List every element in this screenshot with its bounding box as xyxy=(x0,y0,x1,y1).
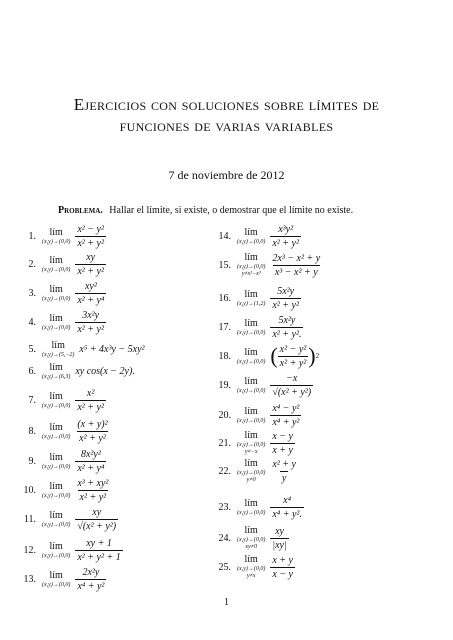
limit-fraction xyxy=(75,310,106,335)
limit-operator xyxy=(42,285,70,302)
limit-subscript: (x,y)→(0,0) xyxy=(237,358,266,365)
fraction-numerator: xy xyxy=(275,525,284,537)
exercise-item xyxy=(20,418,110,444)
fraction-denominator: x² + y² xyxy=(79,491,107,503)
fraction-numerator: 5x²y xyxy=(277,285,295,297)
limit-fraction xyxy=(270,431,295,456)
fraction-denominator: x² + y² xyxy=(272,237,299,249)
limit-subscript: (x,y)→(0,0) xyxy=(237,417,266,424)
exercise-number: 24. xyxy=(218,532,231,544)
exercise-item xyxy=(20,566,106,592)
limit-fraction xyxy=(75,224,106,249)
limit-fraction xyxy=(270,253,322,278)
document-date: 7 de noviembre de 2012 xyxy=(168,168,285,182)
limit-expression: xy cos(x − 2y). xyxy=(75,365,135,377)
fraction-numerator: 5x²y xyxy=(278,314,296,326)
exercise-number: 14. xyxy=(218,230,231,242)
limit-operator xyxy=(42,228,70,245)
limit-subscript: (x,y)→(0,0) xyxy=(237,387,266,394)
limit-symbol: lím xyxy=(244,252,258,263)
limit-operator xyxy=(42,392,70,409)
exercise-number: 12. xyxy=(23,544,36,556)
limit-fraction xyxy=(270,315,303,340)
limit-symbol: lím xyxy=(49,312,63,324)
limit-symbol: lím xyxy=(244,405,258,417)
fraction-numerator: xy xyxy=(92,506,102,518)
limit-operator xyxy=(237,431,265,455)
limit-operator xyxy=(42,542,70,559)
exercise-number: 6. xyxy=(28,365,36,377)
fraction-denominator: x² + y² xyxy=(272,299,299,311)
limit-expression: x⁵ + 4x³y − 5xy² xyxy=(79,343,145,355)
limit-subscript: (x,y)→(0,0) xyxy=(42,552,71,559)
fraction-numerator: x⁴ − y² xyxy=(272,402,300,414)
limit-subscript: (x,y)→(0,0) xyxy=(237,238,266,245)
limit-operator xyxy=(42,314,70,331)
exercise-item xyxy=(20,223,106,249)
limit-fraction xyxy=(270,526,288,551)
exercise-number: 1. xyxy=(28,230,36,242)
fraction-numerator: x² − y² xyxy=(279,343,307,355)
limit-fraction xyxy=(75,252,106,277)
limit-symbol: lím xyxy=(244,525,258,536)
limit-operator xyxy=(42,423,70,440)
exercise-item xyxy=(215,554,295,580)
exercise-item xyxy=(20,477,110,503)
limit-fraction xyxy=(278,344,309,369)
limit-fraction xyxy=(75,449,106,474)
limit-subscript: (x,y)→(0,0) xyxy=(237,329,266,336)
fraction-numerator: 3x²y xyxy=(82,309,100,321)
fraction-numerator: x² − y² xyxy=(77,223,104,235)
exercise-number: 8. xyxy=(28,425,36,437)
fraction-numerator: (x + y)² xyxy=(77,418,108,430)
limit-symbol: lím xyxy=(49,361,63,373)
fraction-numerator: 2x³ − x² + y xyxy=(272,252,321,264)
problem-text: Hallar el límite, si existe, o demostrar que el límite no existe. xyxy=(109,205,354,216)
exercise-number: 7. xyxy=(28,394,36,406)
limit-symbol: lím xyxy=(49,390,63,402)
fraction-denominator: x⁴ + y² xyxy=(77,580,105,592)
exercise-number: 3. xyxy=(28,287,36,299)
fraction-denominator: x² + y² xyxy=(79,432,106,444)
limit-fraction xyxy=(270,459,298,484)
exercise-item xyxy=(20,309,106,335)
limit-symbol: lím xyxy=(244,288,258,300)
exercise-number: 23. xyxy=(218,501,231,513)
exercise-number: 2. xyxy=(28,258,36,270)
limit-subscript: (x,y)→(0,0) xyxy=(42,581,71,588)
fraction-numerator: x − y xyxy=(272,430,293,442)
fraction-denominator: x² + y² xyxy=(77,323,104,335)
limit-operator xyxy=(42,571,70,588)
limit-subscript: (x,y)→(0,0) xyxy=(42,463,71,470)
limit-operator xyxy=(42,511,70,528)
limit-subscript: (x,y)→(1,2) xyxy=(237,300,266,307)
fraction-denominator: x⁴ + y². xyxy=(272,508,302,520)
fraction-denominator: x³ − x² + y xyxy=(274,266,318,278)
fraction-numerator: x⁴ xyxy=(283,494,292,506)
limit-subscript: (x,y)→(0,0) xyxy=(237,264,266,270)
exercise-number: 18. xyxy=(218,350,231,362)
exercise-item xyxy=(215,285,301,311)
exercise-number: 21. xyxy=(218,437,231,449)
limit-fraction xyxy=(75,281,106,306)
fraction-denominator: x + y xyxy=(272,444,293,456)
problem-statement xyxy=(58,205,418,216)
limit-fraction xyxy=(270,495,304,520)
fraction-numerator: 8x²y² xyxy=(80,448,101,460)
fraction-denominator: √(x² + y²) xyxy=(77,520,117,532)
fraction-denominator: x² + y². xyxy=(272,328,302,340)
limit-symbol: lím xyxy=(51,339,65,351)
limit-subscript: (x,y)→(0,0) xyxy=(237,509,266,516)
exercise-item xyxy=(215,223,301,249)
exercise-number: 19. xyxy=(218,379,231,391)
limit-operator xyxy=(237,253,265,277)
limit-symbol: lím xyxy=(244,375,258,387)
limit-symbol: lím xyxy=(49,480,63,492)
limit-symbol: lím xyxy=(49,569,63,581)
fraction-numerator: x² xyxy=(86,387,95,399)
limit-subscript: (x,y)→(0,0) xyxy=(42,402,71,409)
fraction-numerator: xy² xyxy=(84,280,97,292)
limit-fraction xyxy=(270,224,301,249)
fraction-numerator: x³y² xyxy=(278,223,294,235)
limit-condition: y≠x²−x³ xyxy=(241,271,261,277)
exercise-number: 10. xyxy=(23,484,36,496)
limit-operator xyxy=(237,526,265,550)
limit-symbol: lím xyxy=(244,458,258,469)
exercise-item xyxy=(215,252,322,278)
limit-operator xyxy=(237,319,265,336)
fraction-numerator: xy + 1 xyxy=(86,537,112,549)
exercise-item xyxy=(20,448,106,474)
fraction-denominator: x² + y² xyxy=(77,401,104,413)
limit-symbol: lím xyxy=(244,226,258,238)
fraction-numerator: 2x²y xyxy=(82,566,100,578)
limit-subscript: (x,y)→(0,0) xyxy=(237,566,266,572)
exercise-item xyxy=(20,358,135,384)
limit-fraction xyxy=(270,555,295,580)
exercise-number: 11. xyxy=(23,513,36,525)
document-title-line1: Ejercicios con soluciones sobre límites de xyxy=(73,95,380,114)
limit-fraction xyxy=(75,419,109,444)
fraction-denominator: x² + y² + 1 xyxy=(77,551,121,563)
limit-operator xyxy=(42,363,70,380)
limit-symbol: lím xyxy=(49,421,63,433)
exercise-number: 13. xyxy=(23,573,36,585)
limit-symbol: lím xyxy=(244,497,258,509)
limit-symbol: lím xyxy=(49,451,63,463)
limit-condition: xy≠0 xyxy=(245,544,257,550)
limit-subscript: (x,y)→(0,0) xyxy=(42,266,71,273)
exercise-item xyxy=(215,494,304,520)
exercise-item xyxy=(20,251,106,277)
fraction-denominator: x² + y² xyxy=(77,237,104,249)
exercise-number: 20. xyxy=(218,409,231,421)
limit-fraction xyxy=(75,538,122,563)
limit-subscript: (x,y)→(0,0) xyxy=(237,537,266,543)
fraction-denominator: x − y xyxy=(272,568,293,580)
limit-subscript: (x,y)→(0,0) xyxy=(42,521,71,528)
limit-operator xyxy=(237,499,265,516)
exercise-number: 16. xyxy=(218,292,231,304)
exercise-item xyxy=(20,280,106,306)
limit-operator xyxy=(237,555,265,579)
fraction-denominator: y xyxy=(281,472,287,484)
exercise-number: 25. xyxy=(218,561,231,573)
exercise-number: 5. xyxy=(28,343,36,355)
fraction-numerator: x² + y xyxy=(272,458,296,470)
limit-symbol: lím xyxy=(244,346,258,358)
exercise-item xyxy=(215,314,303,340)
limit-operator xyxy=(237,290,265,307)
right-paren: ) xyxy=(308,343,316,368)
exercise-item xyxy=(20,537,123,563)
limit-subscript: (x,y)→(0,0) xyxy=(42,238,71,245)
limit-fraction xyxy=(75,478,110,503)
limit-condition: y≠−x xyxy=(244,449,258,455)
limit-symbol: lím xyxy=(244,317,258,329)
fraction-denominator: x² + y⁴ xyxy=(77,294,105,306)
exponent: 2 xyxy=(315,352,320,360)
exercise-number: 4. xyxy=(28,316,36,328)
page-number: 1 xyxy=(224,597,229,608)
fraction-numerator: −x xyxy=(286,372,298,384)
fraction-numerator: x + y xyxy=(272,554,293,566)
limit-fraction xyxy=(270,286,301,311)
limit-symbol: lím xyxy=(49,540,63,552)
limit-subscript: (x,y)→(0,0) xyxy=(42,324,71,331)
limit-fraction xyxy=(270,403,301,428)
fraction-denominator: x² + y² xyxy=(279,357,307,369)
limit-symbol: lím xyxy=(49,283,63,295)
exercise-item xyxy=(215,430,295,456)
exercise-item xyxy=(20,506,118,532)
limit-condition: y≠0 xyxy=(246,477,256,483)
limit-operator xyxy=(237,228,265,245)
limit-symbol: lím xyxy=(49,509,63,521)
exercise-number: 15. xyxy=(218,259,231,271)
limit-operator xyxy=(237,459,265,483)
fraction-denominator: x⁴ + y² xyxy=(272,416,300,428)
limit-subscript: (x,y)→(0,0) xyxy=(42,433,71,440)
limit-symbol: lím xyxy=(49,254,63,266)
limit-fraction xyxy=(75,567,106,592)
exercise-item xyxy=(215,402,301,428)
limit-symbol: lím xyxy=(244,554,258,565)
limit-operator xyxy=(42,453,70,470)
fraction-denominator: |xy| xyxy=(272,539,287,551)
limit-subscript: (x,y)→(5,−2) xyxy=(42,351,75,358)
limit-fraction xyxy=(75,388,106,413)
limit-subscript: (x,y)→(0,0) xyxy=(42,295,71,302)
limit-fraction xyxy=(75,507,118,532)
exercise-number: 22. xyxy=(218,465,231,477)
document-title-line2: funciones de varias variables xyxy=(119,116,334,135)
fraction-denominator: √(x² + y²) xyxy=(272,386,312,398)
limit-fraction xyxy=(270,373,313,398)
limit-operator xyxy=(42,256,70,273)
fraction-numerator: xy xyxy=(86,251,96,263)
left-paren: ( xyxy=(270,343,278,368)
fraction-denominator: x² + y⁴ xyxy=(77,462,105,474)
exercise-item xyxy=(215,525,289,551)
limit-subscript: (x,y)→(6,3) xyxy=(42,373,71,380)
limit-symbol: lím xyxy=(244,430,258,441)
exercise-item xyxy=(215,372,313,398)
fraction-denominator: x² + y² xyxy=(77,265,104,277)
limit-operator xyxy=(237,377,265,394)
exercise-item xyxy=(215,343,319,369)
limit-symbol: lím xyxy=(49,226,63,238)
limit-condition: y≠x xyxy=(246,573,256,579)
exercise-item xyxy=(215,458,298,484)
limit-operator xyxy=(42,341,74,358)
problem-label: Problema. xyxy=(58,205,103,216)
limit-operator xyxy=(237,348,265,365)
limit-operator xyxy=(237,407,265,424)
limit-subscript: (x,y)→(0,0) xyxy=(237,470,266,476)
limit-subscript: (x,y)→(0,0) xyxy=(42,492,71,499)
limit-subscript: (x,y)→(0,0) xyxy=(237,442,266,448)
fraction-numerator: x³ + xy² xyxy=(77,477,109,489)
exercise-number: 17. xyxy=(218,321,231,333)
exercise-item xyxy=(20,387,106,413)
exercise-number: 9. xyxy=(28,455,36,467)
limit-operator xyxy=(42,482,70,499)
